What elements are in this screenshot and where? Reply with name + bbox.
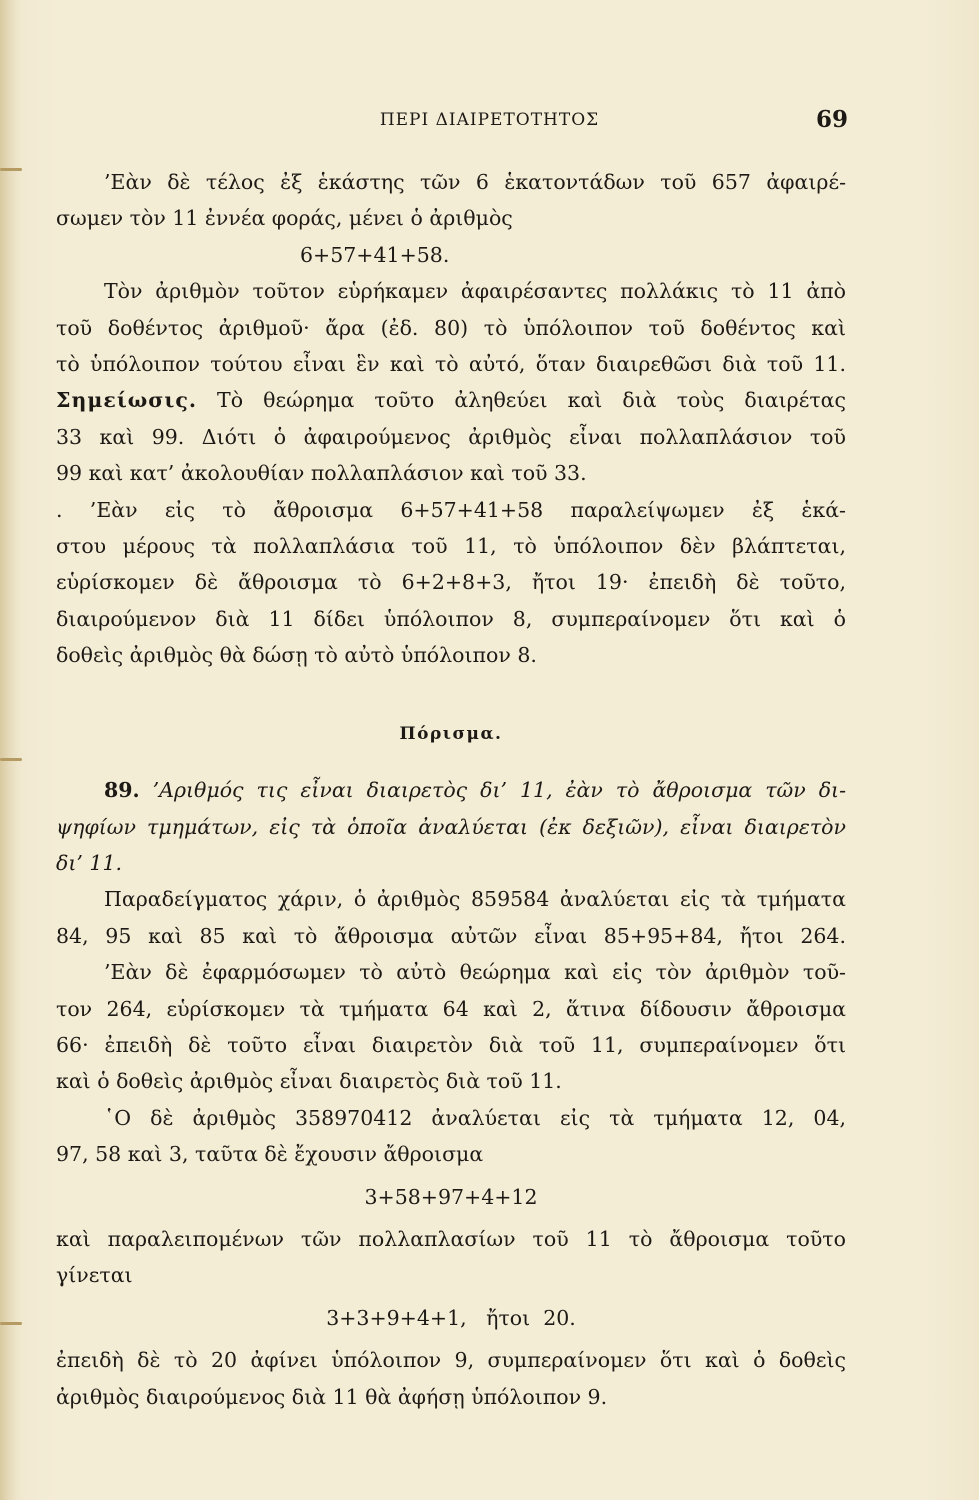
note-label: Σημείωσις. xyxy=(56,388,197,413)
text-line: καὶ παραλειπομένων τῶν πολλαπλασίων τοῦ 11 τὸ ἄθροισμα τοῦτο xyxy=(56,1226,846,1251)
margin-mark xyxy=(0,1322,22,1325)
section-heading: Πόρισμα. xyxy=(399,723,503,744)
text-line: τον 264, εὑρίσκομεν τὰ τμήματα 64 καὶ 2, ἅτινα δίδουσιν ἄθροισμα xyxy=(56,996,846,1021)
text-line: δι’ 11. xyxy=(56,850,123,875)
running-head: ΠΕΡΙ ΔΙΑΙΡΕΤΟΤΗΤΟΣ xyxy=(379,110,600,130)
text-line: ἀριθμὸς διαιρούμενος διὰ 11 θὰ ἀφήσῃ ὑπόλοιπον 9. xyxy=(56,1384,608,1409)
page-body xyxy=(56,164,846,1415)
text-line: 66· ἐπειδὴ δὲ τοῦτο εἶναι διαιρετὸν διὰ τοῦ 11, συμπεραίνομεν ὅτι xyxy=(56,1032,846,1057)
text-line: διαιρούμενον διὰ 11 δίδει ὑπόλοιπον 8, συμπεραίνομεν ὅτι καὶ ὁ xyxy=(56,606,846,631)
text-line: καὶ ὁ δοθεὶς ἀριθμὸς εἶναι διαιρετὸς διὰ τοῦ 11. xyxy=(56,1069,562,1094)
page-number: 69 xyxy=(815,106,848,133)
text-line: Παραδείγματος χάριν, ὁ ἀριθμὸς 859584 ἀναλύεται εἰς τὰ τμήματα xyxy=(104,887,846,912)
section-number: 89. xyxy=(104,778,140,803)
text-line: τοῦ δοθέντος ἀριθμοῦ· ἄρα (ἐδ. 80) τὸ ὑπόλοιπον τοῦ δοθέντος καὶ xyxy=(56,315,846,340)
text-line: 99 καὶ κατ’ ἀκολουθίαν πολλαπλάσιον καὶ τοῦ 33. xyxy=(56,461,587,486)
text-line: γίνεται xyxy=(56,1263,133,1288)
text-line: στου μέρους τὰ πολλαπλάσια τοῦ 11, τὸ ὑπόλοιπον δὲν βλάπτεται, xyxy=(56,534,846,559)
text-line: ’Εὰν δὲ ἐφαρμόσωμεν τὸ αὐτὸ θεώρημα καὶ εἰς τὸν ἀριθμὸν τοῦ- xyxy=(104,960,846,985)
text-line: 84, 95 καὶ 85 καὶ τὸ ἄθροισμα αὐτῶν εἶναι 85+95+84, ἤτοι 264. xyxy=(56,923,846,948)
margin-mark xyxy=(0,168,22,171)
text-line: 33 καὶ 99. Διότι ὁ ἀφαιρούμενος ἀριθμὸς εἶναι πολλαπλάσιον τοῦ xyxy=(56,424,846,449)
text-line: σωμεν τὸν 11 ἐννέα φοράς, μένει ὁ ἀριθμὸς xyxy=(56,206,513,231)
text-line: εὑρίσκομεν δὲ ἄθροισμα τὸ 6+2+8+3, ἤτοι 19· ἐπειδὴ δὲ τοῦτο, xyxy=(56,570,846,595)
text-line xyxy=(56,382,846,418)
text-line: τὸ ὑπόλοιπον τούτου εἶναι ἓν καὶ τὸ αὐτό, ὅταν διαιρεθῶσι διὰ τοῦ 11. xyxy=(56,352,846,377)
text-line: ’Εὰν δὲ τέλος ἐξ ἑκάστης τῶν 6 ἑκατοντάδων τοῦ 657 ἀφαιρέ- xyxy=(104,170,846,194)
text-line: ψηφίων τμημάτων, εἰς τὰ ὁποῖα ἀναλύεται (ἐκ δεξιῶν), εἶναι διαιρετὸν xyxy=(56,814,846,839)
margin-mark xyxy=(0,758,22,761)
page-fold-shadow xyxy=(0,0,18,1500)
formula-line: 6+57+41+58. xyxy=(300,242,450,267)
formula-line: 3+3+9+4+1, ἤτοι 20. xyxy=(326,1305,576,1330)
formula-line: 3+58+97+4+12 xyxy=(364,1184,538,1209)
note-text: Τὸ θεώρημα τοῦτο ἀληθεύει καὶ διὰ τοὺς διαιρέτας xyxy=(196,388,846,413)
text-line: δοθεὶς ἀριθμὸς θὰ δώσῃ τὸ αὐτὸ ὑπόλοιπον 8. xyxy=(56,643,537,668)
text-line: Τὸν ἀριθμὸν τοῦτον εὑρήκαμεν ἀφαιρέσαντες πολλάκις τὸ 11 ἀπὸ xyxy=(104,279,846,304)
text-line: ῾Ο δὲ ἀριθμὸς 358970412 ἀναλύεται εἰς τὰ τμήματα 12, 04, xyxy=(104,1105,846,1130)
page-header xyxy=(0,106,979,140)
corollary-text: ’Αριθμός τις εἶναι διαιρετὸς δι’ 11, ἐὰν τὸ ἄθροισμα τῶν δι- xyxy=(139,778,846,803)
text-line: ἐπειδὴ δὲ τὸ 20 ἀφίνει ὑπόλοιπον 9, συμπεραίνομεν ὅτι καὶ ὁ δοθεὶς xyxy=(56,1348,846,1373)
text-line: 97, 58 καὶ 3, ταῦτα δὲ ἔχουσιν ἄθροισμα xyxy=(56,1142,484,1167)
text-line: . ’Εὰν εἰς τὸ ἄθροισμα 6+57+41+58 παραλείψωμεν ἐξ ἑκά- xyxy=(56,497,846,522)
text-line xyxy=(56,772,846,808)
